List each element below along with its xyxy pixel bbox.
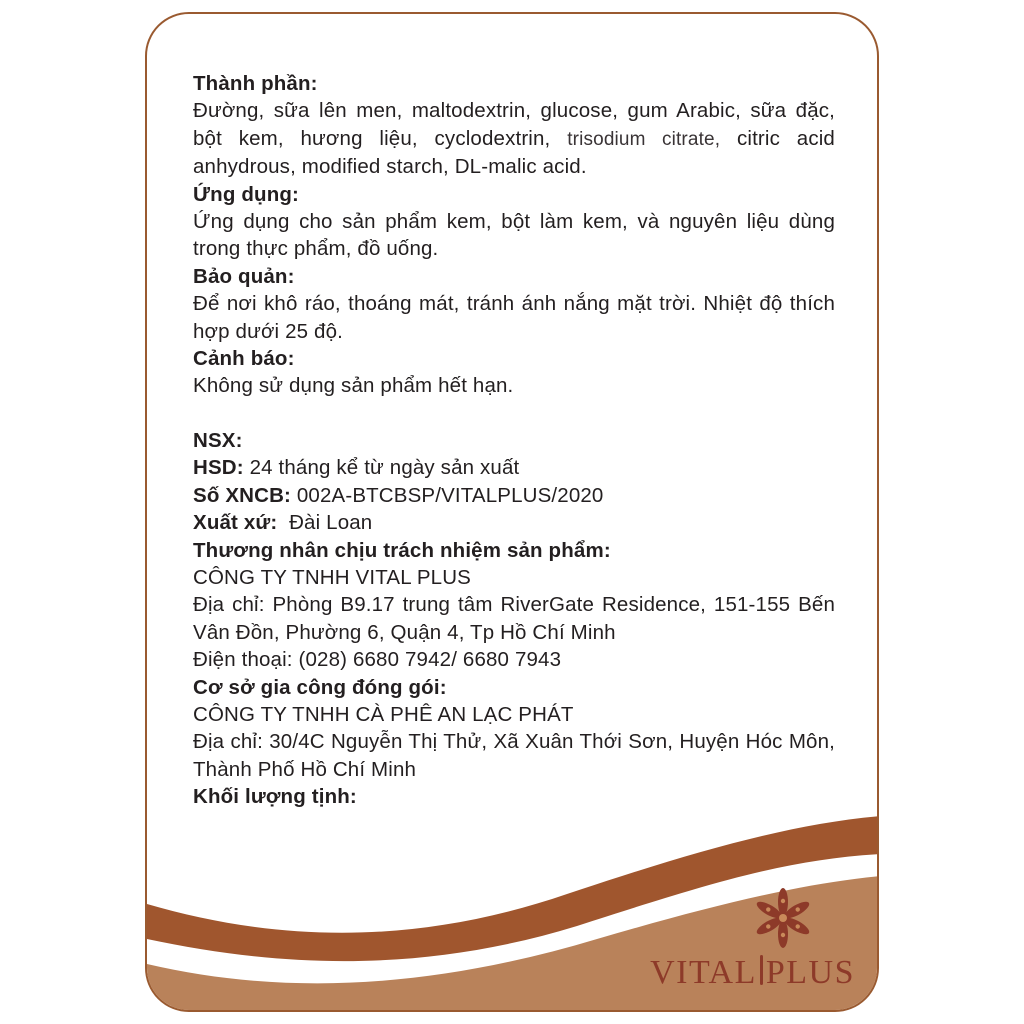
logo-stem: [760, 955, 763, 985]
hsd-value: 24 tháng kể từ ngày sản xuất: [243, 456, 520, 480]
product-label: [145, 12, 879, 1012]
star-anise-flower-icon: [751, 888, 815, 952]
xncb-line: [193, 482, 835, 509]
xncb-value: 002A-BTCBSP/VITALPLUS/2020: [291, 483, 604, 507]
label-content: [193, 70, 835, 811]
packer-heading: Cơ sở gia công đóng gói:: [193, 675, 447, 699]
trader-company: CÔNG TY TNHH VITAL PLUS: [193, 565, 471, 589]
hsd-line: [193, 454, 835, 481]
logo-part-vital: VITAL: [650, 954, 757, 991]
storage-heading: Bảo quản:: [193, 264, 295, 288]
ingredients-part-3: citric acid anhydrous, modified starch, DL-malic acid.: [193, 126, 835, 179]
packer-address: Địa chỉ: 30/4C Nguyễn Thị Thử, Xã Xuân Thới Sơn, Huyện Hóc Môn, Thành Phố Hồ Chí Minh: [193, 730, 835, 781]
spacer: [193, 400, 835, 427]
ingredients-heading: Thành phần:: [193, 72, 318, 95]
logo-part-plus: PLUS: [765, 954, 855, 991]
origin-label: Xuất xứ:: [193, 511, 278, 535]
trader-address: Địa chỉ: Phòng B9.17 trung tâm RiverGate Residence, 151-155 Bến Vân Đồn, Phường 6, Quận 4, Tp Hồ Chí Minh: [193, 593, 835, 644]
ingredients-text: [193, 97, 835, 180]
vitalplus-logo: [650, 954, 855, 992]
ingredients-part-1: Đường, sữa lên men, maltodextrin, glucose, gum Arabic, sữa đặc, bột kem, hương liệu, cyclodextrin,: [193, 99, 835, 150]
nsx-label: NSX:: [193, 428, 243, 452]
xncb-label: Số XNCB:: [193, 483, 292, 507]
ingredients-part-2: trisodium citrate,: [567, 128, 721, 150]
storage-text: Để nơi khô ráo, thoáng mát, tránh ánh nắng mặt trời. Nhiệt độ thích hợp dưới 25 độ.: [193, 292, 835, 343]
trader-heading: Thương nhân chịu trách nhiệm sản phẩm:: [193, 538, 611, 562]
usage-heading: Ứng dụng:: [193, 182, 300, 206]
usage-text: Ứng dụng cho sản phẩm kem, bột làm kem, và nguyên liệu dùng trong thực phẩm, đồ uống.: [193, 210, 835, 261]
trader-phone: Điện thoại: (028) 6680 7942/ 6680 7943: [193, 648, 562, 672]
warning-heading: Cảnh báo:: [193, 347, 295, 371]
net-weight-label: Khối lượng tịnh:: [193, 785, 357, 809]
packer-company: CÔNG TY TNHH CÀ PHÊ AN LẠC PHÁT: [193, 702, 574, 726]
warning-text: Không sử dụng sản phẩm hết hạn.: [193, 374, 514, 398]
origin-value: Đài Loan: [277, 511, 373, 535]
origin-line: [193, 509, 835, 536]
hsd-label: HSD:: [193, 456, 244, 480]
